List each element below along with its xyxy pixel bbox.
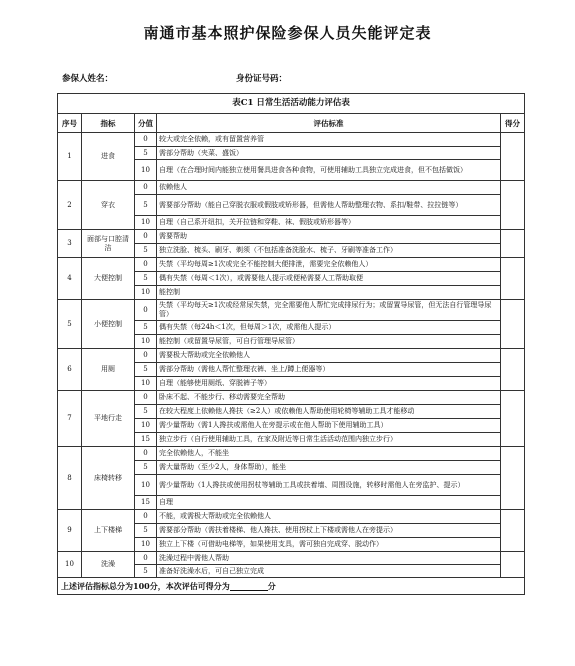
- criteria-text: 准备好洗澡水后，可自己独立完成: [157, 565, 501, 578]
- item-indicator: 面部与口腔清洁: [82, 230, 135, 258]
- criteria-text: 需少量帮助（1人搀扶或使用拐杖等辅助工具或扶着墙、周围设施，转移时需他人在旁监护、提示）: [157, 475, 501, 496]
- criteria-text: 需要部分帮助（能自己穿脱衣服或假肢或矫形器，但需他人帮助整理衣物、系扣/鞋带、拉拉链等）: [157, 195, 501, 216]
- score-value: 5: [135, 524, 157, 538]
- table-row: [58, 133, 525, 147]
- item-indicator: 上下楼梯: [82, 510, 135, 552]
- item-indicator: 大便控制: [82, 258, 135, 300]
- table-row: [58, 510, 525, 524]
- item-indicator: 小便控制: [82, 300, 135, 349]
- criteria-text: 依赖他人: [157, 181, 501, 195]
- score-value: 5: [135, 244, 157, 258]
- item-number: 2: [58, 181, 82, 230]
- score-value: 0: [135, 391, 157, 405]
- table-row: [58, 300, 525, 321]
- criteria-text: 需少量帮助（需1人搀扶或需他人在旁提示或在他人帮助下使用辅助工具）: [157, 419, 501, 433]
- criteria-text: 失禁（平均每周≥1次或完全不能控制大便排泄，需要完全依赖他人）: [157, 258, 501, 272]
- table-footer: [58, 578, 525, 595]
- total-score-blank: [230, 582, 268, 591]
- score-value: 10: [135, 475, 157, 496]
- criteria-text: 偶有失禁（每24h＜1次，但每周＞1次，或需他人提示）: [157, 321, 501, 335]
- score-value: 10: [135, 377, 157, 391]
- table-row: [58, 447, 525, 461]
- score-input-cell[interactable]: [501, 258, 525, 300]
- insured-name-field: [62, 72, 208, 84]
- item-indicator: 洗澡: [82, 552, 135, 578]
- id-number-label: 身份证号码：: [236, 74, 288, 84]
- score-value: 10: [135, 216, 157, 230]
- table-row: [58, 230, 525, 244]
- page-title: 南通市基本照护保险参保人员失能评定表: [143, 24, 432, 42]
- item-number: 8: [58, 447, 82, 510]
- criteria-text: 自理（在合理时间内能独立使用餐具进食各种食物，可使用辅助工具独立完成进食，但不包括做饭）: [157, 160, 501, 181]
- item-indicator: 平地行走: [82, 391, 135, 447]
- score-value: 0: [135, 510, 157, 524]
- score-value: 5: [135, 461, 157, 475]
- score-input-cell[interactable]: [501, 349, 525, 391]
- score-input-cell[interactable]: [501, 391, 525, 447]
- score-value: 5: [135, 565, 157, 578]
- score-value: 5: [135, 195, 157, 216]
- item-number: 9: [58, 510, 82, 552]
- criteria-text: 偶有失禁（每周＜1次），或需要他人提示或便秘需要人工帮助取便: [157, 272, 501, 286]
- table-row: [58, 258, 525, 272]
- criteria-text: 卧床不起、不能步行、移动需要完全帮助: [157, 391, 501, 405]
- score-input-cell[interactable]: [501, 510, 525, 552]
- item-indicator: 进食: [82, 133, 135, 181]
- score-value: 10: [135, 160, 157, 181]
- score-value: 10: [135, 538, 157, 552]
- score-value: 5: [135, 405, 157, 419]
- item-number: 6: [58, 349, 82, 391]
- table-row: [58, 552, 525, 565]
- header-no: 序号: [58, 114, 82, 133]
- criteria-text: 需要极大帮助或完全依赖他人: [157, 349, 501, 363]
- header-result: 得分: [501, 114, 525, 133]
- criteria-text: 独立步行（自行使用辅助工具，在家及附近等日常生活活动范围内独立步行）: [157, 433, 501, 447]
- criteria-text: 需要帮助: [157, 230, 501, 244]
- score-value: 5: [135, 272, 157, 286]
- criteria-text: 失禁（平均每天≥1次或经常尿失禁，完全需要他人帮忙完成排尿行为；或留置导尿管，但无法自行管理导尿管）: [157, 300, 501, 321]
- criteria-text: 需大量帮助（至少2人，身体帮助），能坐: [157, 461, 501, 475]
- item-indicator: 床椅转移: [82, 447, 135, 510]
- item-number: 3: [58, 230, 82, 258]
- score-value: 0: [135, 230, 157, 244]
- header-indicator: 指标: [82, 114, 135, 133]
- item-number: 10: [58, 552, 82, 578]
- score-value: 0: [135, 181, 157, 195]
- criteria-text: 需部分帮助（夹菜、盛饭）: [157, 147, 501, 160]
- criteria-text: 需部分帮助（需他人帮忙整理衣裤、坐上/蹲上便器等）: [157, 363, 501, 377]
- footer-unit: 分: [267, 580, 276, 591]
- item-number: 7: [58, 391, 82, 447]
- score-value: 0: [135, 258, 157, 272]
- item-indicator: 用厕: [82, 349, 135, 391]
- criteria-text: 能控制（或留置导尿管，可自行管理导尿管）: [157, 335, 501, 349]
- score-value: 5: [135, 363, 157, 377]
- footer-text: 上述评估指标总分为100分，本次评估可得分为: [61, 580, 230, 591]
- score-value: 0: [135, 349, 157, 363]
- score-value: 0: [135, 552, 157, 565]
- criteria-text: 自理: [157, 496, 501, 510]
- table-row: [58, 181, 525, 195]
- criteria-text: 完全依赖他人，不能坐: [157, 447, 501, 461]
- header-criteria: 评估标准: [157, 114, 501, 133]
- criteria-text: 在较大程度上依赖他人搀扶（≥2人）或依赖他人帮助使用轮椅等辅助工具才能移动: [157, 405, 501, 419]
- score-value: 0: [135, 300, 157, 321]
- table-caption: 表C1 日常生活活动能力评估表: [58, 94, 525, 114]
- criteria-text: 能控制: [157, 286, 501, 300]
- adl-assessment-table: [57, 93, 525, 595]
- criteria-text: 独立洗脸、梳头、刷牙、剃须（不包括准备洗脸水、梳子、牙刷等准备工作）: [157, 244, 501, 258]
- criteria-text: 需要部分帮助（需扶着楼梯、他人搀扶、使用拐杖上下楼或需他人在旁提示）: [157, 524, 501, 538]
- insured-name-label: 参保人姓名：: [62, 74, 114, 84]
- criteria-text: 较大或完全依赖，或有留置营养管: [157, 133, 501, 147]
- score-input-cell[interactable]: [501, 447, 525, 510]
- item-number: 5: [58, 300, 82, 349]
- table-row: [58, 349, 525, 363]
- id-number-field: [236, 72, 287, 84]
- score-value: 5: [135, 147, 157, 160]
- score-input-cell[interactable]: [501, 181, 525, 230]
- criteria-text: 独立上下楼（可借助电梯等，如果使用支具，需可独自完成穿、脱动作）: [157, 538, 501, 552]
- score-input-cell[interactable]: [501, 230, 525, 258]
- score-value: 10: [135, 335, 157, 349]
- criteria-text: 洗澡过程中需他人帮助: [157, 552, 501, 565]
- score-value: 10: [135, 419, 157, 433]
- criteria-text: 不能，或需极大帮助或完全依赖他人: [157, 510, 501, 524]
- item-number: 1: [58, 133, 82, 181]
- score-value: 15: [135, 433, 157, 447]
- score-input-cell[interactable]: [501, 133, 525, 181]
- item-indicator: 穿衣: [82, 181, 135, 230]
- score-value: 5: [135, 321, 157, 335]
- score-input-cell[interactable]: [501, 300, 525, 349]
- score-input-cell[interactable]: [501, 552, 525, 578]
- table-row: [58, 391, 525, 405]
- header-score: 分值: [135, 114, 157, 133]
- score-value: 10: [135, 286, 157, 300]
- criteria-text: 自理（自己系开纽扣，关开拉链和穿鞋、袜、假肢或矫形器等）: [157, 216, 501, 230]
- criteria-text: 自理（能够使用厕纸、穿脱裤子等）: [157, 377, 501, 391]
- score-value: 0: [135, 447, 157, 461]
- score-value: 0: [135, 133, 157, 147]
- score-value: 15: [135, 496, 157, 510]
- item-number: 4: [58, 258, 82, 300]
